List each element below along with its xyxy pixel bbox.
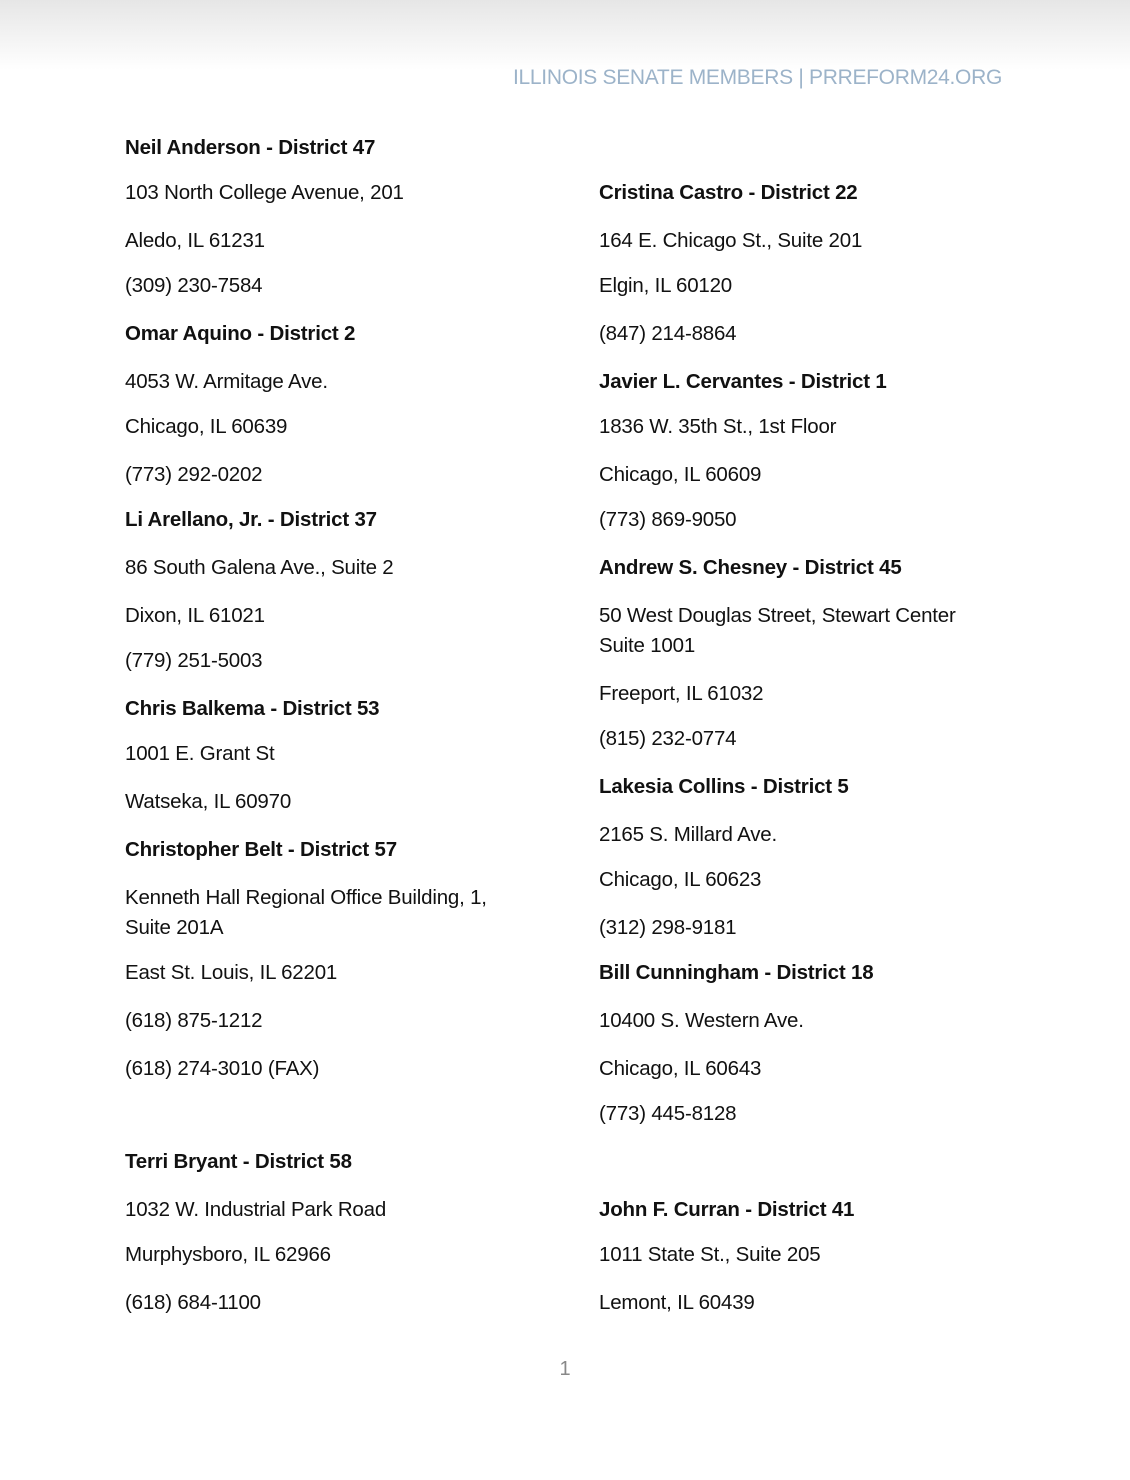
address-line: 103 North College Avenue, 201 <box>125 181 404 204</box>
fax-line: (618) 274-3010 (FAX) <box>125 1057 320 1080</box>
senator-name: Omar Aquino - District 2 <box>125 322 356 345</box>
city-line: Lemont, IL 60439 <box>599 1291 755 1314</box>
senator-name: Li Arellano, Jr. - District 37 <box>125 508 377 531</box>
senator-name: Andrew S. Chesney - District 45 <box>599 556 902 579</box>
phone-line: (773) 292-0202 <box>125 463 263 486</box>
phone-line: (773) 445-8128 <box>599 1102 737 1125</box>
city-line: Murphysboro, IL 62966 <box>125 1243 331 1266</box>
address-line: 164 E. Chicago St., Suite 201 <box>599 229 863 252</box>
city-line: Elgin, IL 60120 <box>599 274 733 297</box>
page-top-shade <box>0 0 1130 70</box>
city-line: Chicago, IL 60643 <box>599 1057 762 1080</box>
phone-line: (773) 869-9050 <box>599 508 737 531</box>
address-line: 2165 S. Millard Ave. <box>599 823 777 846</box>
address-line: 86 South Galena Ave., Suite 2 <box>125 556 394 579</box>
senator-name: John F. Curran - District 41 <box>599 1198 855 1221</box>
city-line: Aledo, IL 61231 <box>125 229 265 252</box>
address-line: 1032 W. Industrial Park Road <box>125 1198 387 1221</box>
city-line: Dixon, IL 61021 <box>125 604 265 627</box>
address-line: 50 West Douglas Street, Stewart Center Suite 1001 <box>599 604 956 657</box>
city-line: East St. Louis, IL 62201 <box>125 961 338 984</box>
address-line: 4053 W. Armitage Ave. <box>125 370 328 393</box>
phone-line: (815) 232-0774 <box>599 727 737 750</box>
city-line: Chicago, IL 60609 <box>599 463 762 486</box>
senator-name: Chris Balkema - District 53 <box>125 697 380 720</box>
page-header: ILLINOIS SENATE MEMBERS | PRREFORM24.ORG <box>513 66 1002 89</box>
address-line: Kenneth Hall Regional Office Building, 1, Suite 201A <box>125 886 487 939</box>
senator-name: Lakesia Collins - District 5 <box>599 775 849 798</box>
phone-line: (618) 684-1100 <box>125 1291 261 1314</box>
city-line: Chicago, IL 60623 <box>599 868 762 891</box>
city-line: Chicago, IL 60639 <box>125 415 288 438</box>
phone-line: (309) 230-7584 <box>125 274 263 297</box>
address-line: 1836 W. 35th St., 1st Floor <box>599 415 837 438</box>
senator-name: Neil Anderson - District 47 <box>125 136 376 159</box>
address-line: 10400 S. Western Ave. <box>599 1009 804 1032</box>
phone-line: (312) 298-9181 <box>599 916 737 939</box>
page-number: 1 <box>559 1358 571 1380</box>
phone-line: (847) 214-8864 <box>599 322 737 345</box>
senator-name: Christopher Belt - District 57 <box>125 838 397 861</box>
senator-name: Terri Bryant - District 58 <box>125 1150 352 1173</box>
address-line: 1011 State St., Suite 205 <box>599 1243 821 1266</box>
senator-name: Javier L. Cervantes - District 1 <box>599 370 887 393</box>
city-line: Freeport, IL 61032 <box>599 682 764 705</box>
phone-line: (779) 251-5003 <box>125 649 263 672</box>
phone-line: (618) 875-1212 <box>125 1009 263 1032</box>
senator-name: Cristina Castro - District 22 <box>599 181 858 204</box>
senator-name: Bill Cunningham - District 18 <box>599 961 874 984</box>
city-line: Watseka, IL 60970 <box>125 790 292 813</box>
address-line: 1001 E. Grant St <box>125 742 275 765</box>
